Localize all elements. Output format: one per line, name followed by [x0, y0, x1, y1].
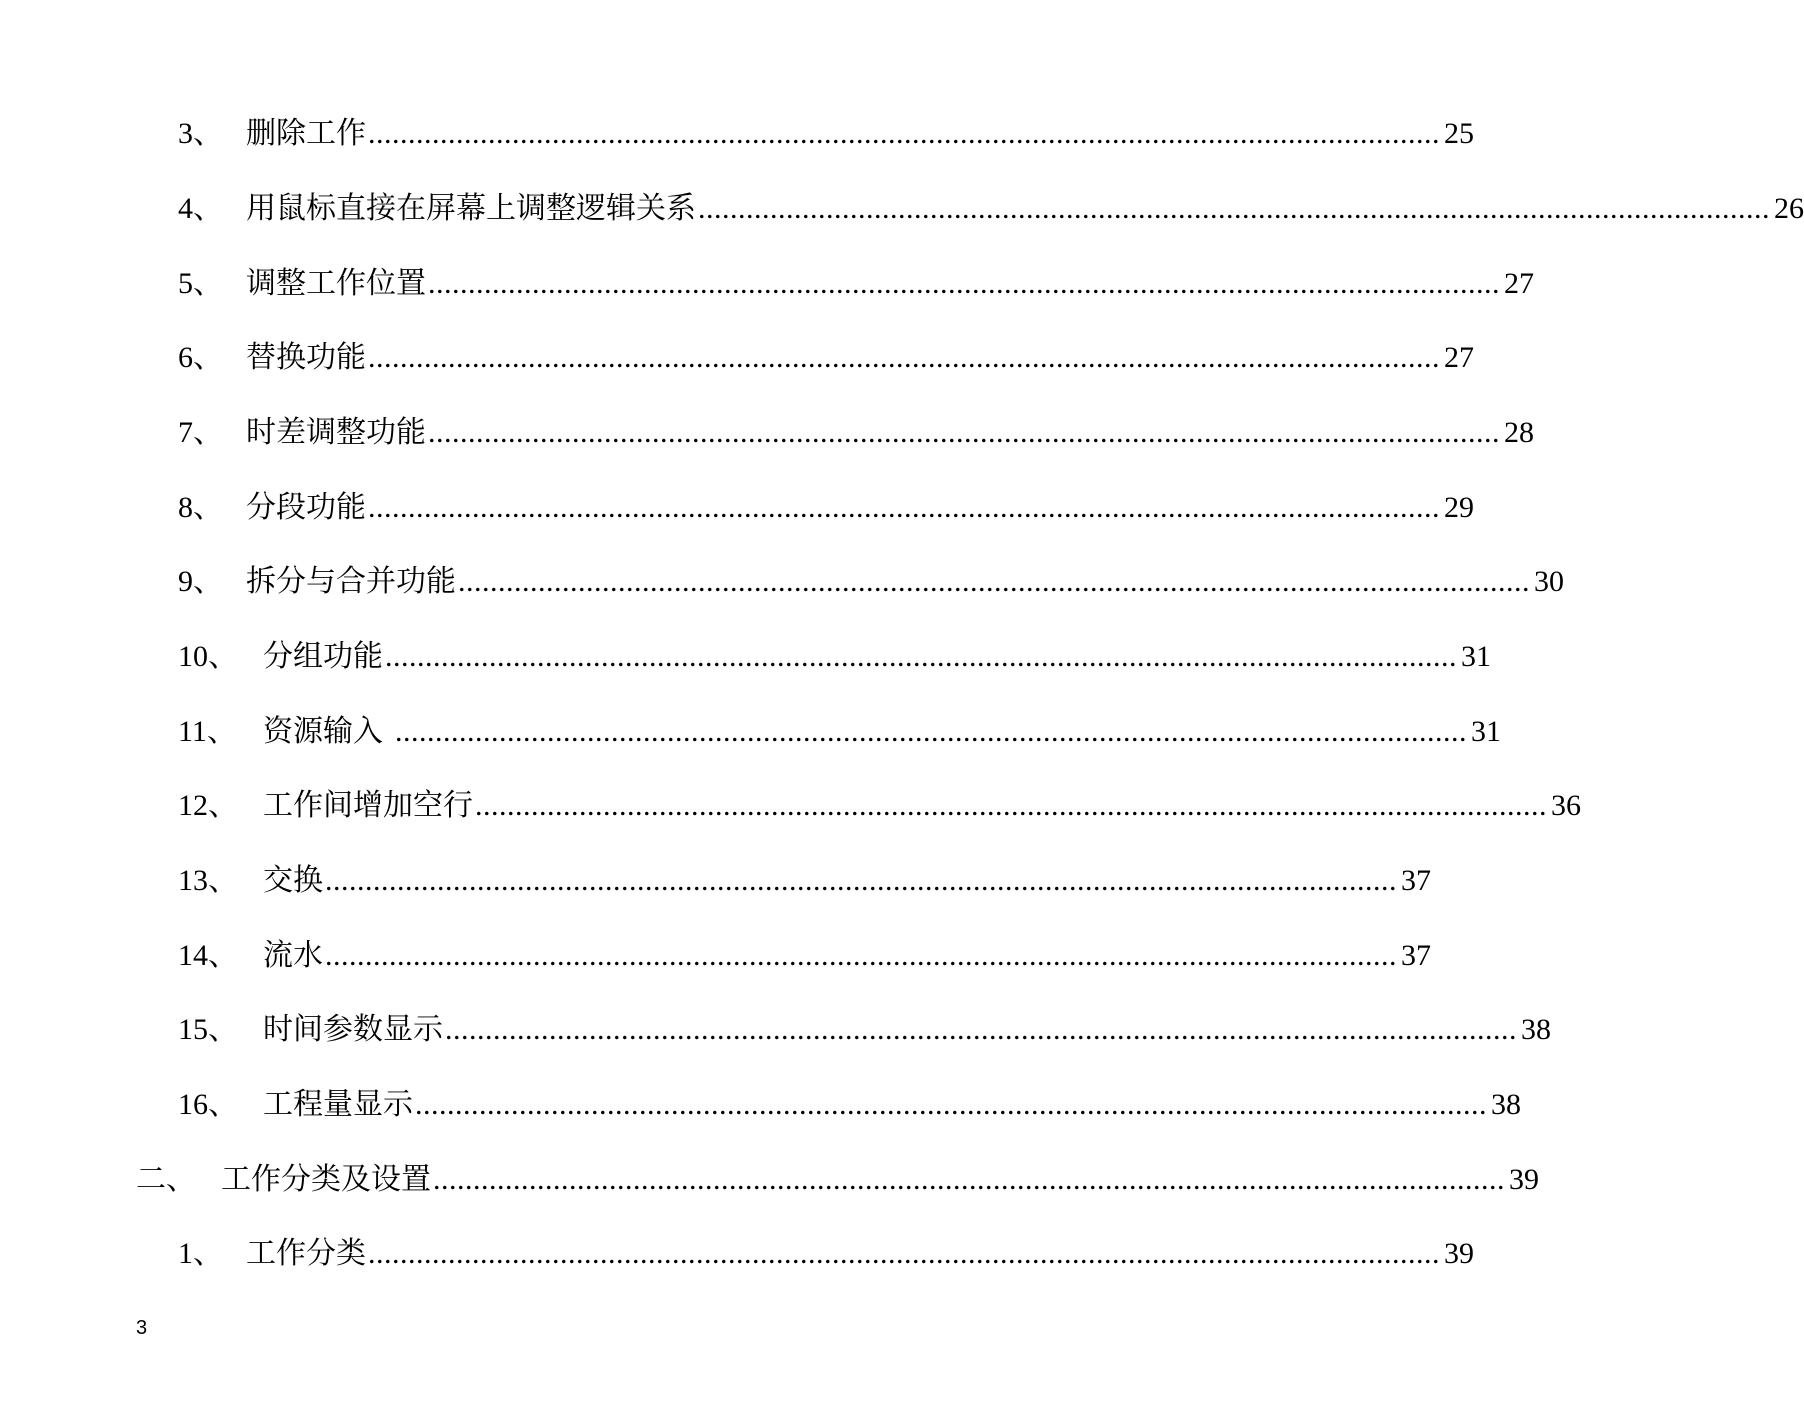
toc-entry-title: 资源输入 — [263, 715, 383, 748]
toc-leader-dots: ...................................................................................................................................... — [325, 864, 1397, 897]
page-number: 3 — [136, 1317, 148, 1339]
toc-entry-number: 5、 — [178, 267, 223, 300]
toc-entry-page: 27 — [1444, 341, 1474, 374]
toc-leader-dots: ...................................................................................................................................... — [698, 192, 1770, 225]
toc-entry[interactable] — [178, 262, 1534, 306]
toc-entry-number: 7、 — [178, 416, 223, 449]
toc-entry[interactable] — [178, 710, 1501, 754]
toc-entry-title: 工程量显示 — [263, 1088, 413, 1121]
toc-entry-number: 10、 — [178, 640, 238, 673]
toc-entry-title: 流水 — [263, 939, 323, 972]
toc-entry[interactable] — [178, 560, 1564, 604]
toc-leader-dots: ...................................................................................................................................... — [428, 267, 1500, 300]
toc-entry-number: 9、 — [178, 565, 223, 598]
toc-entry-number: 8、 — [178, 491, 223, 524]
toc-entry-page: 38 — [1521, 1013, 1551, 1046]
toc-entry-number: 13、 — [178, 864, 238, 897]
toc-entry-title: 用鼠标直接在屏幕上调整逻辑关系 — [246, 192, 696, 225]
toc-entry[interactable] — [178, 411, 1534, 455]
toc-leader-dots: ...................................................................................................................................... — [415, 1088, 1487, 1121]
toc-leader-dots: ...................................................................................................................................... — [368, 341, 1440, 374]
toc-leader-dots: ...................................................................................................................................... — [428, 416, 1500, 449]
toc-entry-page: 36 — [1551, 789, 1581, 822]
toc-entry[interactable] — [178, 934, 1431, 978]
toc-entry[interactable] — [178, 336, 1474, 380]
toc-entry-title: 工作分类 — [246, 1237, 366, 1270]
toc-entry-number: 1、 — [178, 1237, 223, 1270]
toc-entry-title: 交换 — [263, 864, 323, 897]
toc-leader-dots: ...................................................................................................................................... — [325, 939, 1397, 972]
toc-entry[interactable] — [178, 1083, 1521, 1127]
toc-entry-title: 删除工作 — [246, 117, 366, 150]
toc-entry-page: 37 — [1401, 939, 1431, 972]
toc-entry[interactable] — [178, 187, 1804, 231]
toc-entry-title: 拆分与合并功能 — [246, 565, 456, 598]
toc-entry-number: 15、 — [178, 1013, 238, 1046]
toc-entry[interactable] — [178, 1008, 1551, 1052]
toc-entry-title: 工作分类及设置 — [221, 1163, 431, 1196]
toc-entry-page: 26 — [1774, 192, 1804, 225]
toc-entry[interactable] — [178, 784, 1581, 828]
toc-leader-dots: ...................................................................................................................................... — [458, 565, 1530, 598]
toc-entry[interactable] — [178, 1232, 1474, 1276]
toc-entry-number: 14、 — [178, 939, 238, 972]
toc-entry[interactable] — [178, 859, 1431, 903]
toc-entry-number: 16、 — [178, 1088, 238, 1121]
toc-entry-page: 30 — [1534, 565, 1564, 598]
toc-entry[interactable] — [178, 112, 1474, 156]
toc-entry-title: 时差调整功能 — [246, 416, 426, 449]
toc-entry-page: 39 — [1509, 1163, 1539, 1196]
toc-leader-dots: ...................................................................................................................................... — [368, 491, 1440, 524]
toc-entry-page: 28 — [1504, 416, 1534, 449]
toc-chapter-entry[interactable] — [136, 1158, 1539, 1202]
toc-leader-dots: ...................................................................................................................................... — [475, 789, 1547, 822]
toc-entry-page: 31 — [1461, 640, 1491, 673]
toc-entry-number: 6、 — [178, 341, 223, 374]
toc-entry[interactable] — [178, 486, 1474, 530]
toc-entry-page: 38 — [1491, 1088, 1521, 1121]
toc-entry[interactable] — [178, 635, 1491, 679]
toc-leader-dots: ...................................................................................................................................... — [368, 1237, 1440, 1270]
toc-entry-page: 31 — [1471, 715, 1501, 748]
toc-leader-dots: ...................................................................................................................................... — [385, 640, 1457, 673]
toc-entry-page: 27 — [1504, 267, 1534, 300]
toc-entry-number: 11、 — [178, 715, 237, 748]
toc-entry-title: 分段功能 — [246, 491, 366, 524]
toc-leader-dots: ...................................................................................................................................... — [395, 715, 1467, 748]
toc-entry-page: 39 — [1444, 1237, 1474, 1270]
toc-leader-dots: ...................................................................................................................................... — [368, 117, 1440, 150]
toc-entry-title: 替换功能 — [246, 341, 366, 374]
toc-entry-number: 12、 — [178, 789, 238, 822]
toc-entry-page: 29 — [1444, 491, 1474, 524]
toc-entry-title: 调整工作位置 — [246, 267, 426, 300]
toc-entry-number: 二、 — [136, 1163, 196, 1196]
toc-entry-page: 25 — [1444, 117, 1474, 150]
toc-entry-page: 37 — [1401, 864, 1431, 897]
toc-entry-title: 时间参数显示 — [263, 1013, 443, 1046]
toc-entry-title: 工作间增加空行 — [263, 789, 473, 822]
toc-leader-dots: ...................................................................................................................................... — [433, 1163, 1505, 1196]
toc-leader-dots: ...................................................................................................................................... — [445, 1013, 1517, 1046]
toc-entry-number: 3、 — [178, 117, 223, 150]
toc-entry-number: 4、 — [178, 192, 223, 225]
toc-entry-title: 分组功能 — [263, 640, 383, 673]
